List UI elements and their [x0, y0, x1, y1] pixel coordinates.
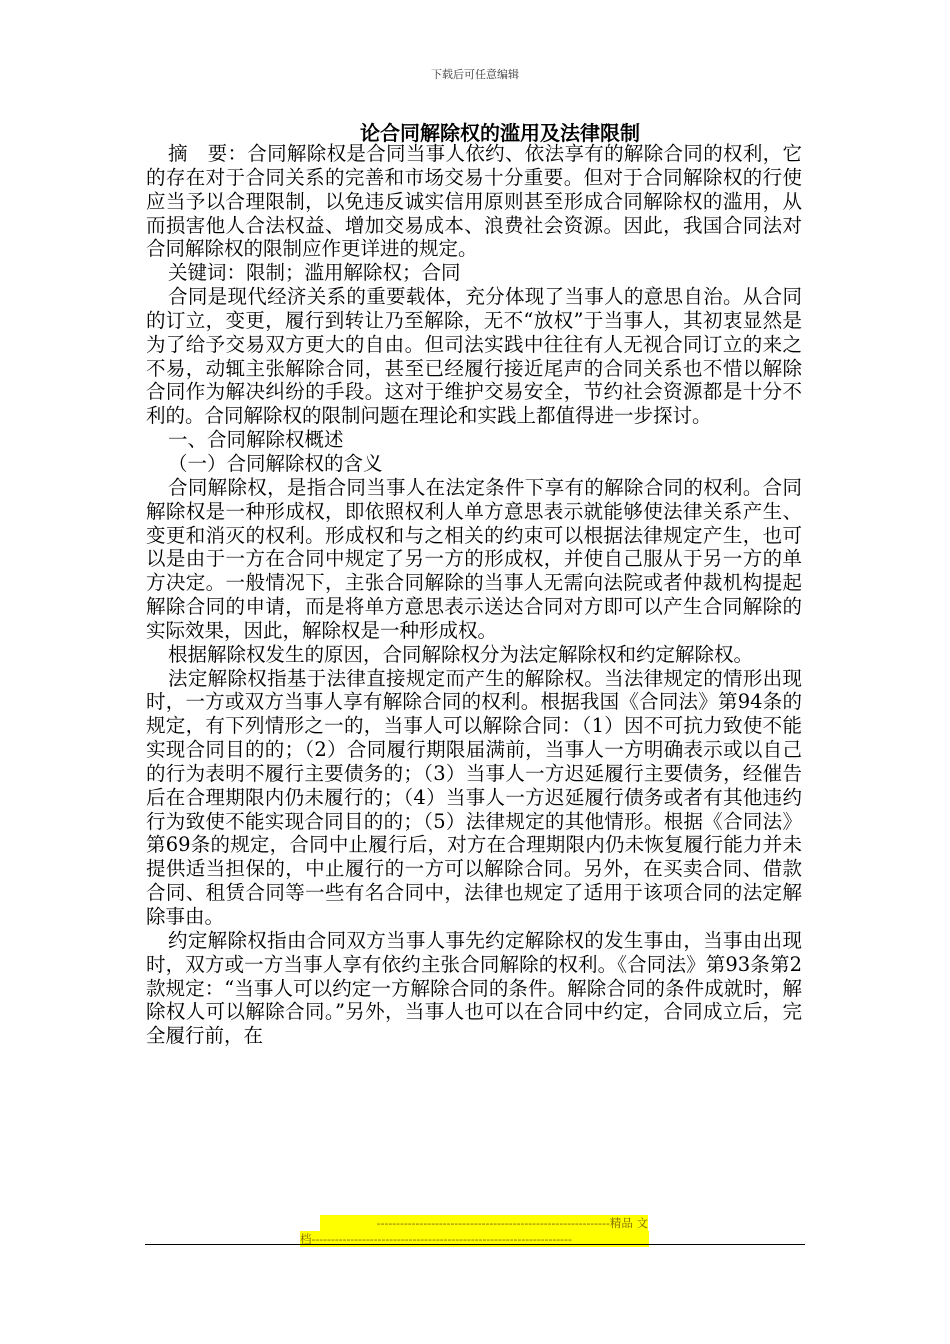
keywords-line: 关键词：限制；滥用解除权；合同 [168, 261, 461, 285]
abstract-paragraph: 摘 要：合同解除权是合同当事人依约、依法享有的解除合同的权利，它的存在对于合同关系的完善和市场交易十分重要。但对于合同解除权的行使应当予以合理限制，以免违反诚实信用原则甚至形成合同解除权的滥用，从而损害他人合法权益、增加交易成本、浪费社会资源。因此，我国合同法对合同解除权的限制应作更详进的规定。 [146, 142, 802, 261]
subsection-heading: （一）合同解除权的含义 [168, 451, 383, 475]
agreed-rescission-paragraph: 约定解除权指由合同双方当事人事先约定解除权的发生事由，当事由出现时，双方或一方当事人享有依约主张合同解除的权利。《合同法》第93条第2款规定：“当事人可以约定一方解除合同的条件。解除合同的条件成就时，解除权人可以解除合同。”另外，当事人也可以在合同中约定，合同成立后，完全履行前，在 [146, 928, 802, 1048]
section-heading: 一、合同解除权概述 [168, 428, 344, 452]
document-body [146, 142, 802, 1048]
document-title: 论合同解除权的滥用及法律限制 [360, 121, 640, 145]
footer-watermark-line-1: ------------------------------------------------------------精品 文 [320, 1215, 648, 1231]
intro-paragraph: 合同是现代经济关系的重要载体，充分体现了当事人的意思自治。从合同的订立，变更，履行到转让乃至解除，无不“放权”于当事人，其初衷显然是为了给予交易双方更大的自由。但司法实践中往往有人无视合同订立的来之不易，动辄主张解除合同，甚至已经履行接近尾声的合同关系也不惜以解除合同作为解决纠纷的手段。这对于维护交易安全，节约社会资源都是十分不利的。合同解除权的限制问题在理论和实践上都值得进一步探讨。 [146, 285, 802, 428]
statutory-rescission-paragraph: 法定解除权指基于法律直接规定而产生的解除权。当法律规定的情形出现时，一方或双方当事人享有解除合同的权利。根据我国《合同法》第94条的规定，有下列情形之一的，当事人可以解除合同：（1）因不可抗力致使不能实现合同目的的；（2）合同履行期限届满前，当事人一方明确表示或以自己的行为表明不履行主要债务的；（3）当事人一方迟延履行主要债务，经催告后在合理期限内仍未履行的；（4）当事人一方迟延履行债务或者有其他违约行为致使不能实现合同目的的；（5）法律规定的其他情形。根据《合同法》第69条的规定，合同中止履行后，对方在合理期限内仍未恢复履行能力并未提供适当担保的，中止履行的一方可以解除合同。另外，在买卖合同、借款合同、租赁合同等一些有名合同中，法律也规定了适用于该项合同的法定解除事由。 [146, 666, 802, 928]
footer-watermark-line-2: 档------------------------------------------------------------------- [300, 1231, 649, 1247]
page-header-note: 下载后可任意编辑 [431, 68, 519, 81]
footer-divider [145, 1244, 805, 1245]
classification-paragraph: 根据解除权发生的原因，合同解除权分为法定解除权和约定解除权。 [168, 642, 754, 666]
footer-watermark [300, 1215, 650, 1247]
definition-paragraph: 合同解除权，是指合同当事人在法定条件下享有的解除合同的权利。合同解除权是一种形成权，即依照权利人单方意思表示就能够使法律关系产生、变更和消灭的权利。形成权和与之相关的约束可以根据法律规定产生，也可以是由于一方在合同中规定了另一方的形成权，并使自己服从于另一方的单方决定。一般情况下，主张合同解除的当事人无需向法院或者仲裁机构提起解除合同的申请，而是将单方意思表示送达合同对方即可以产生合同解除的实际效果，因此，解除权是一种形成权。 [146, 475, 802, 642]
